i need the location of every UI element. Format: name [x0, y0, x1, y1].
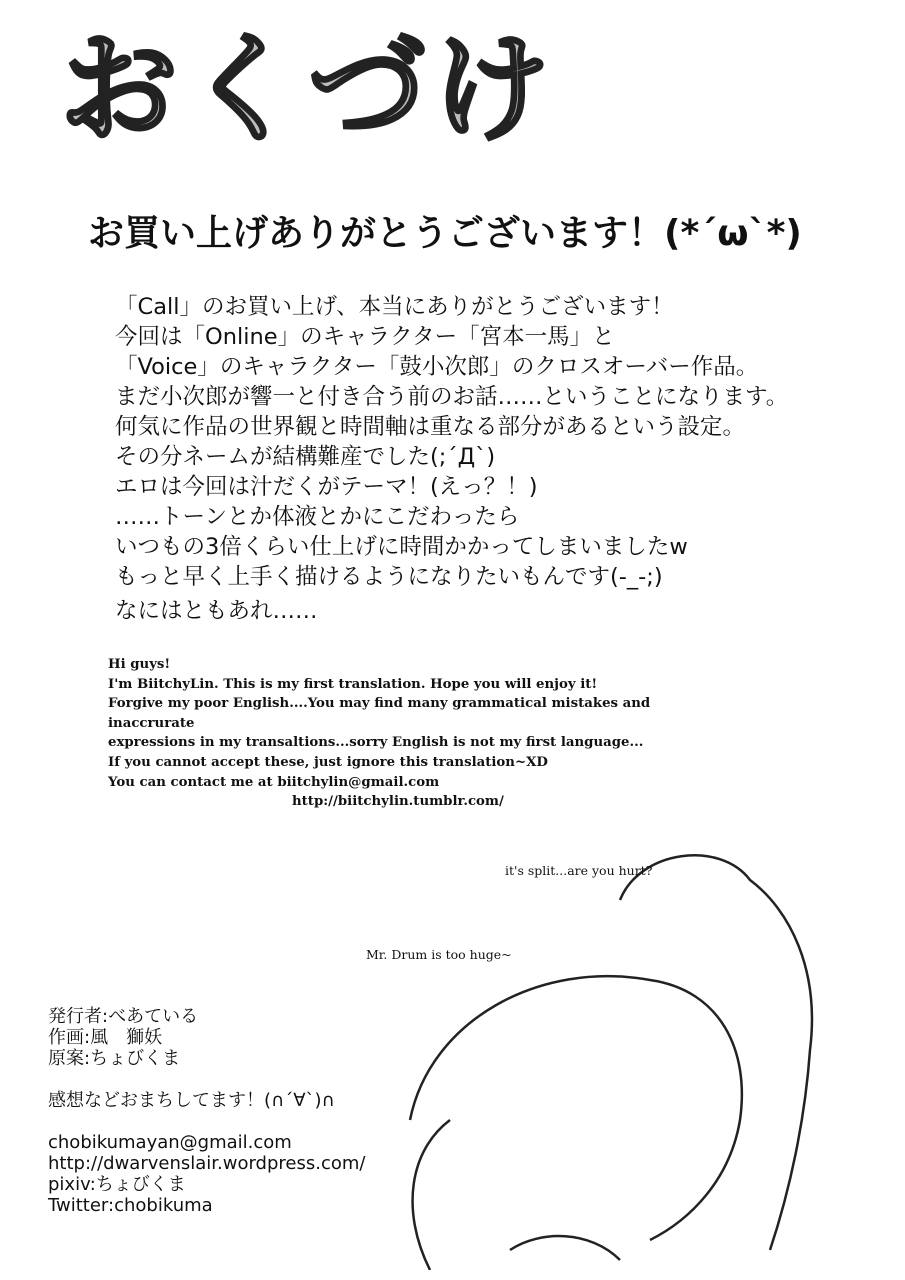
text-line: expressions in my transaltions...sorry English is not my first language... [108, 735, 644, 751]
page-title: おくづけ [60, 20, 557, 158]
illustration [390, 790, 890, 1270]
speech-bubble-top: it's split...are you hurt? [505, 863, 653, 878]
text-line: 今回は「Online」のキャラクター「宮本一馬」と [115, 324, 615, 350]
text-line: You can contact me at biitchylin@gmail.com [108, 774, 440, 790]
text-line: いつもの3倍くらい仕上げに時間かかってしまいましたw [115, 534, 688, 560]
pixiv-handle: pixiv:ちょびくま [48, 1174, 186, 1195]
text-line: Hi guys! [108, 657, 171, 672]
text-line: エロは今回は汁だくがテーマ！(えっ？！) [115, 474, 538, 500]
text-line: 何気に作品の世界観と時間軸は重なる部分があるという設定。 [115, 414, 746, 440]
twitter-handle: Twitter:chobikuma [48, 1195, 213, 1216]
colophon-credits [48, 1006, 365, 1216]
text-line: 「Call」のお買い上げ、本当にありがとうございます！ [115, 294, 674, 320]
contact-email: chobikumayan@gmail.com [48, 1132, 292, 1153]
thank-you-heading: お買い上げありがとうございます！(*´ω`*) [88, 213, 802, 254]
text-line: I'm BiitchyLin. This is my first translation. Hope you will enjoy it! [108, 676, 598, 692]
afterword-paragraph-3: なにはともあれ…… [115, 598, 318, 624]
text-line: その分ネームが結構難産でした(;´Д`) [115, 444, 496, 470]
text-line: まだ小次郎が響一と付き合う前のお話……ということになります。 [115, 384, 789, 410]
speech-bubble-bottom: Mr. Drum is too huge~ [366, 947, 512, 962]
text-line: inaccrurate [108, 715, 195, 731]
website-url: http://dwarvenslair.wordpress.com/ [48, 1153, 366, 1174]
text-line: 「Voice」のキャラクター「鼓小次郎」のクロスオーバー作品。 [115, 354, 759, 380]
text-line: もっと早く上手く描けるようになりたいもんです(-_-;) [115, 564, 663, 590]
text-line: ……トーンとか体液とかにこだわったら [115, 504, 520, 530]
afterword-paragraph-2 [115, 472, 688, 592]
afterword-paragraph-1 [115, 292, 788, 472]
translator-note [108, 655, 650, 812]
original-story: 原案:ちょびくま [48, 1048, 181, 1069]
text-line: Forgive my poor English....You may find many grammatical mistakes and [108, 696, 651, 712]
text-line: If you cannot accept these, just ignore this translation~XD [108, 754, 548, 770]
feedback-request: 感想などおまちしてます！(∩´∀`)∩ [48, 1090, 335, 1111]
artist: 作画:風 獅妖 [48, 1027, 163, 1048]
publisher: 発行者:べあている [48, 1006, 199, 1027]
translator-url: http://biitchylin.tumblr.com/ [292, 794, 504, 810]
